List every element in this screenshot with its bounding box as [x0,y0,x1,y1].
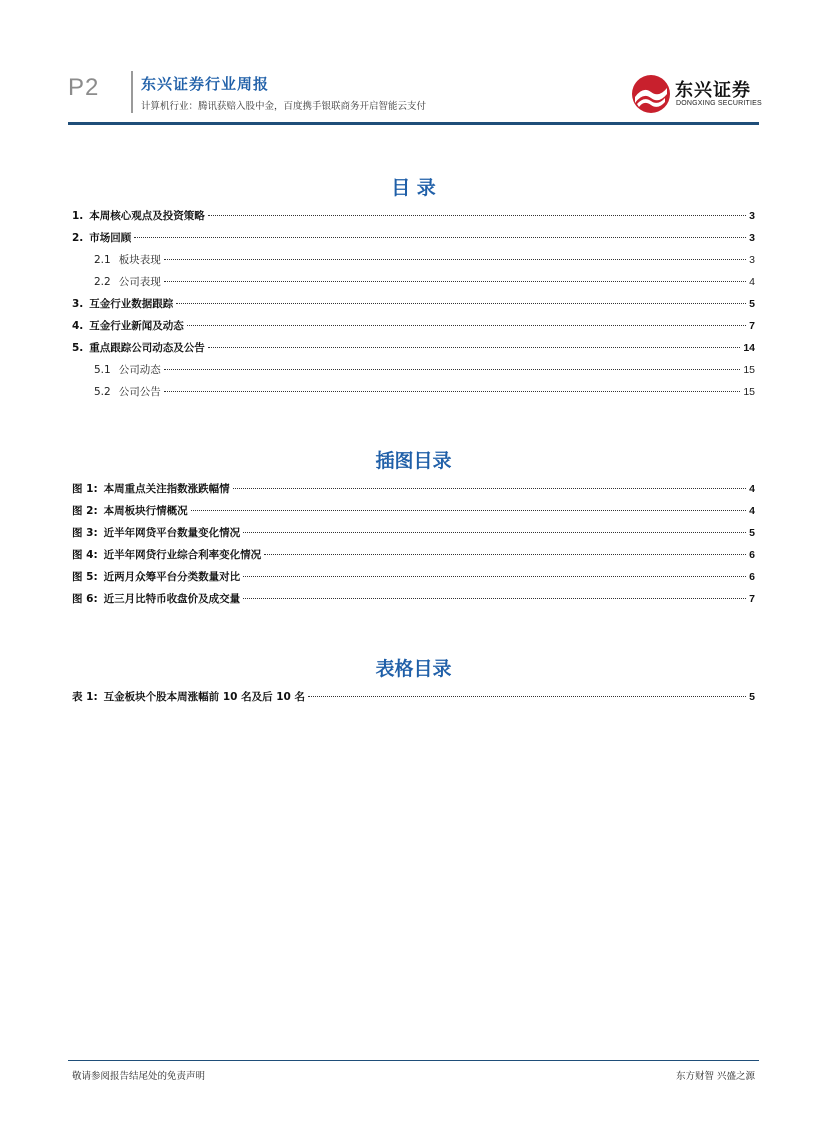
toc-entry[interactable] [68,296,755,318]
figure-entry-number: 图 6: [72,593,98,605]
toc-entry-label: 市场回顾 [89,232,132,244]
figure-entry-page: 6 [749,549,755,561]
tables-list [68,689,755,711]
figure-entry-label: 近两月众筹平台分类数量对比 [103,571,241,583]
figure-entry-page: 5 [749,527,755,539]
toc-entry-number: 3. [72,298,84,310]
logo-text-en: DONGXING SECURITIES [676,100,762,107]
toc-entry-number: 5. [72,342,84,354]
toc-entry-number: 2. [72,232,84,244]
toc-entry-page: 3 [749,254,755,266]
figure-entry-page: 4 [749,505,755,517]
toc-entry-number: 5.1 [94,364,111,376]
figure-entry[interactable] [68,503,755,525]
toc-entry[interactable] [68,340,755,362]
page-number: P2 [68,74,100,101]
dot-leader [164,281,746,282]
table-entry-page: 5 [749,691,755,703]
footer-disclaimer: 敬请参阅报告结尾处的免责声明 [72,1071,206,1082]
toc-entry-label: 互金行业数据跟踪 [89,298,174,310]
toc-title: 目 录 [391,177,436,199]
company-logo [631,74,761,114]
table-entry-label: 互金板块个股本周涨幅前 10 名及后 10 名 [103,691,306,703]
toc-entry-label: 本周核心观点及投资策略 [89,210,205,222]
dot-leader [187,325,746,326]
dot-leader [191,510,746,511]
toc-entry-label: 板块表现 [118,254,161,266]
dot-leader [176,303,746,304]
dot-leader [243,576,746,577]
toc-entry-label: 互金行业新闻及动态 [89,320,184,332]
toc-entry-label: 公司动态 [118,364,161,376]
figure-entry-number: 图 3: [72,527,98,539]
tables-title: 表格目录 [375,658,452,680]
toc-entry[interactable] [68,362,755,384]
toc-entry-label: 重点跟踪公司动态及公告 [89,342,205,354]
report-subtitle: 计算机行业：腾讯获赔入股中金，百度携手银联商务开启智能云支付 [141,101,427,112]
dot-leader [164,259,746,260]
toc-entry-number: 4. [72,320,84,332]
dot-leader [134,237,746,238]
dot-leader [164,369,741,370]
toc-entry-page: 4 [749,276,755,288]
table-entry-number: 表 1: [72,691,98,703]
dot-leader [308,696,746,697]
footer-rule [68,1060,759,1061]
toc-entry-label: 公司表现 [118,276,161,288]
dot-leader [208,215,746,216]
header-divider [131,71,133,113]
figure-entry-page: 6 [749,571,755,583]
toc-entry-page: 3 [749,210,755,222]
dot-leader [233,488,746,489]
toc-entry[interactable] [68,318,755,340]
figure-entry-label: 近半年网贷平台数量变化情况 [103,527,241,539]
dot-leader [208,347,741,348]
dot-leader [164,391,741,392]
figure-entry-label: 近半年网贷行业综合利率变化情况 [103,549,262,561]
toc-entry-number: 5.2 [94,386,111,398]
toc-entry[interactable] [68,230,755,252]
footer-slogan: 东方财智 兴盛之源 [675,1071,755,1082]
figure-entry-page: 4 [749,483,755,495]
toc-entry-page: 5 [749,298,755,310]
figure-entry[interactable] [68,591,755,613]
figure-entry[interactable] [68,525,755,547]
toc-entry-page: 15 [743,386,755,398]
toc-entry[interactable] [68,384,755,406]
dot-leader [264,554,746,555]
figure-entry-label: 近三月比特币收盘价及成交量 [103,593,241,605]
figure-entry-number: 图 1: [72,483,98,495]
figure-entry[interactable] [68,481,755,503]
toc-entry[interactable] [68,274,755,296]
dot-leader [243,598,746,599]
toc-entry[interactable] [68,208,755,230]
toc-entry-number: 2.2 [94,276,111,288]
toc-entry-page: 3 [749,232,755,244]
toc-entry-page: 15 [743,364,755,376]
figures-title: 插图目录 [375,450,452,472]
toc-entry-page: 14 [743,342,755,354]
figures-list [68,481,755,613]
logo-text-cn: 东兴证券 [675,80,751,101]
table-entry[interactable] [68,689,755,711]
toc-list [68,208,755,406]
toc-entry-number: 1. [72,210,84,222]
figure-entry[interactable] [68,569,755,591]
figure-entry-label: 本周重点关注指数涨跌幅情 [103,483,230,495]
toc-entry-page: 7 [749,320,755,332]
figure-entry[interactable] [68,547,755,569]
logo-emblem-icon [631,74,671,114]
dot-leader [243,532,746,533]
figure-entry-number: 图 4: [72,549,98,561]
toc-entry-label: 公司公告 [118,386,161,398]
figure-entry-number: 图 5: [72,571,98,583]
report-title: 东兴证券行业周报 [141,75,270,93]
figure-entry-page: 7 [749,593,755,605]
figure-entry-number: 图 2: [72,505,98,517]
figure-entry-label: 本周板块行情概况 [103,505,188,517]
toc-entry-number: 2.1 [94,254,111,266]
header-rule [68,122,759,125]
toc-entry[interactable] [68,252,755,274]
